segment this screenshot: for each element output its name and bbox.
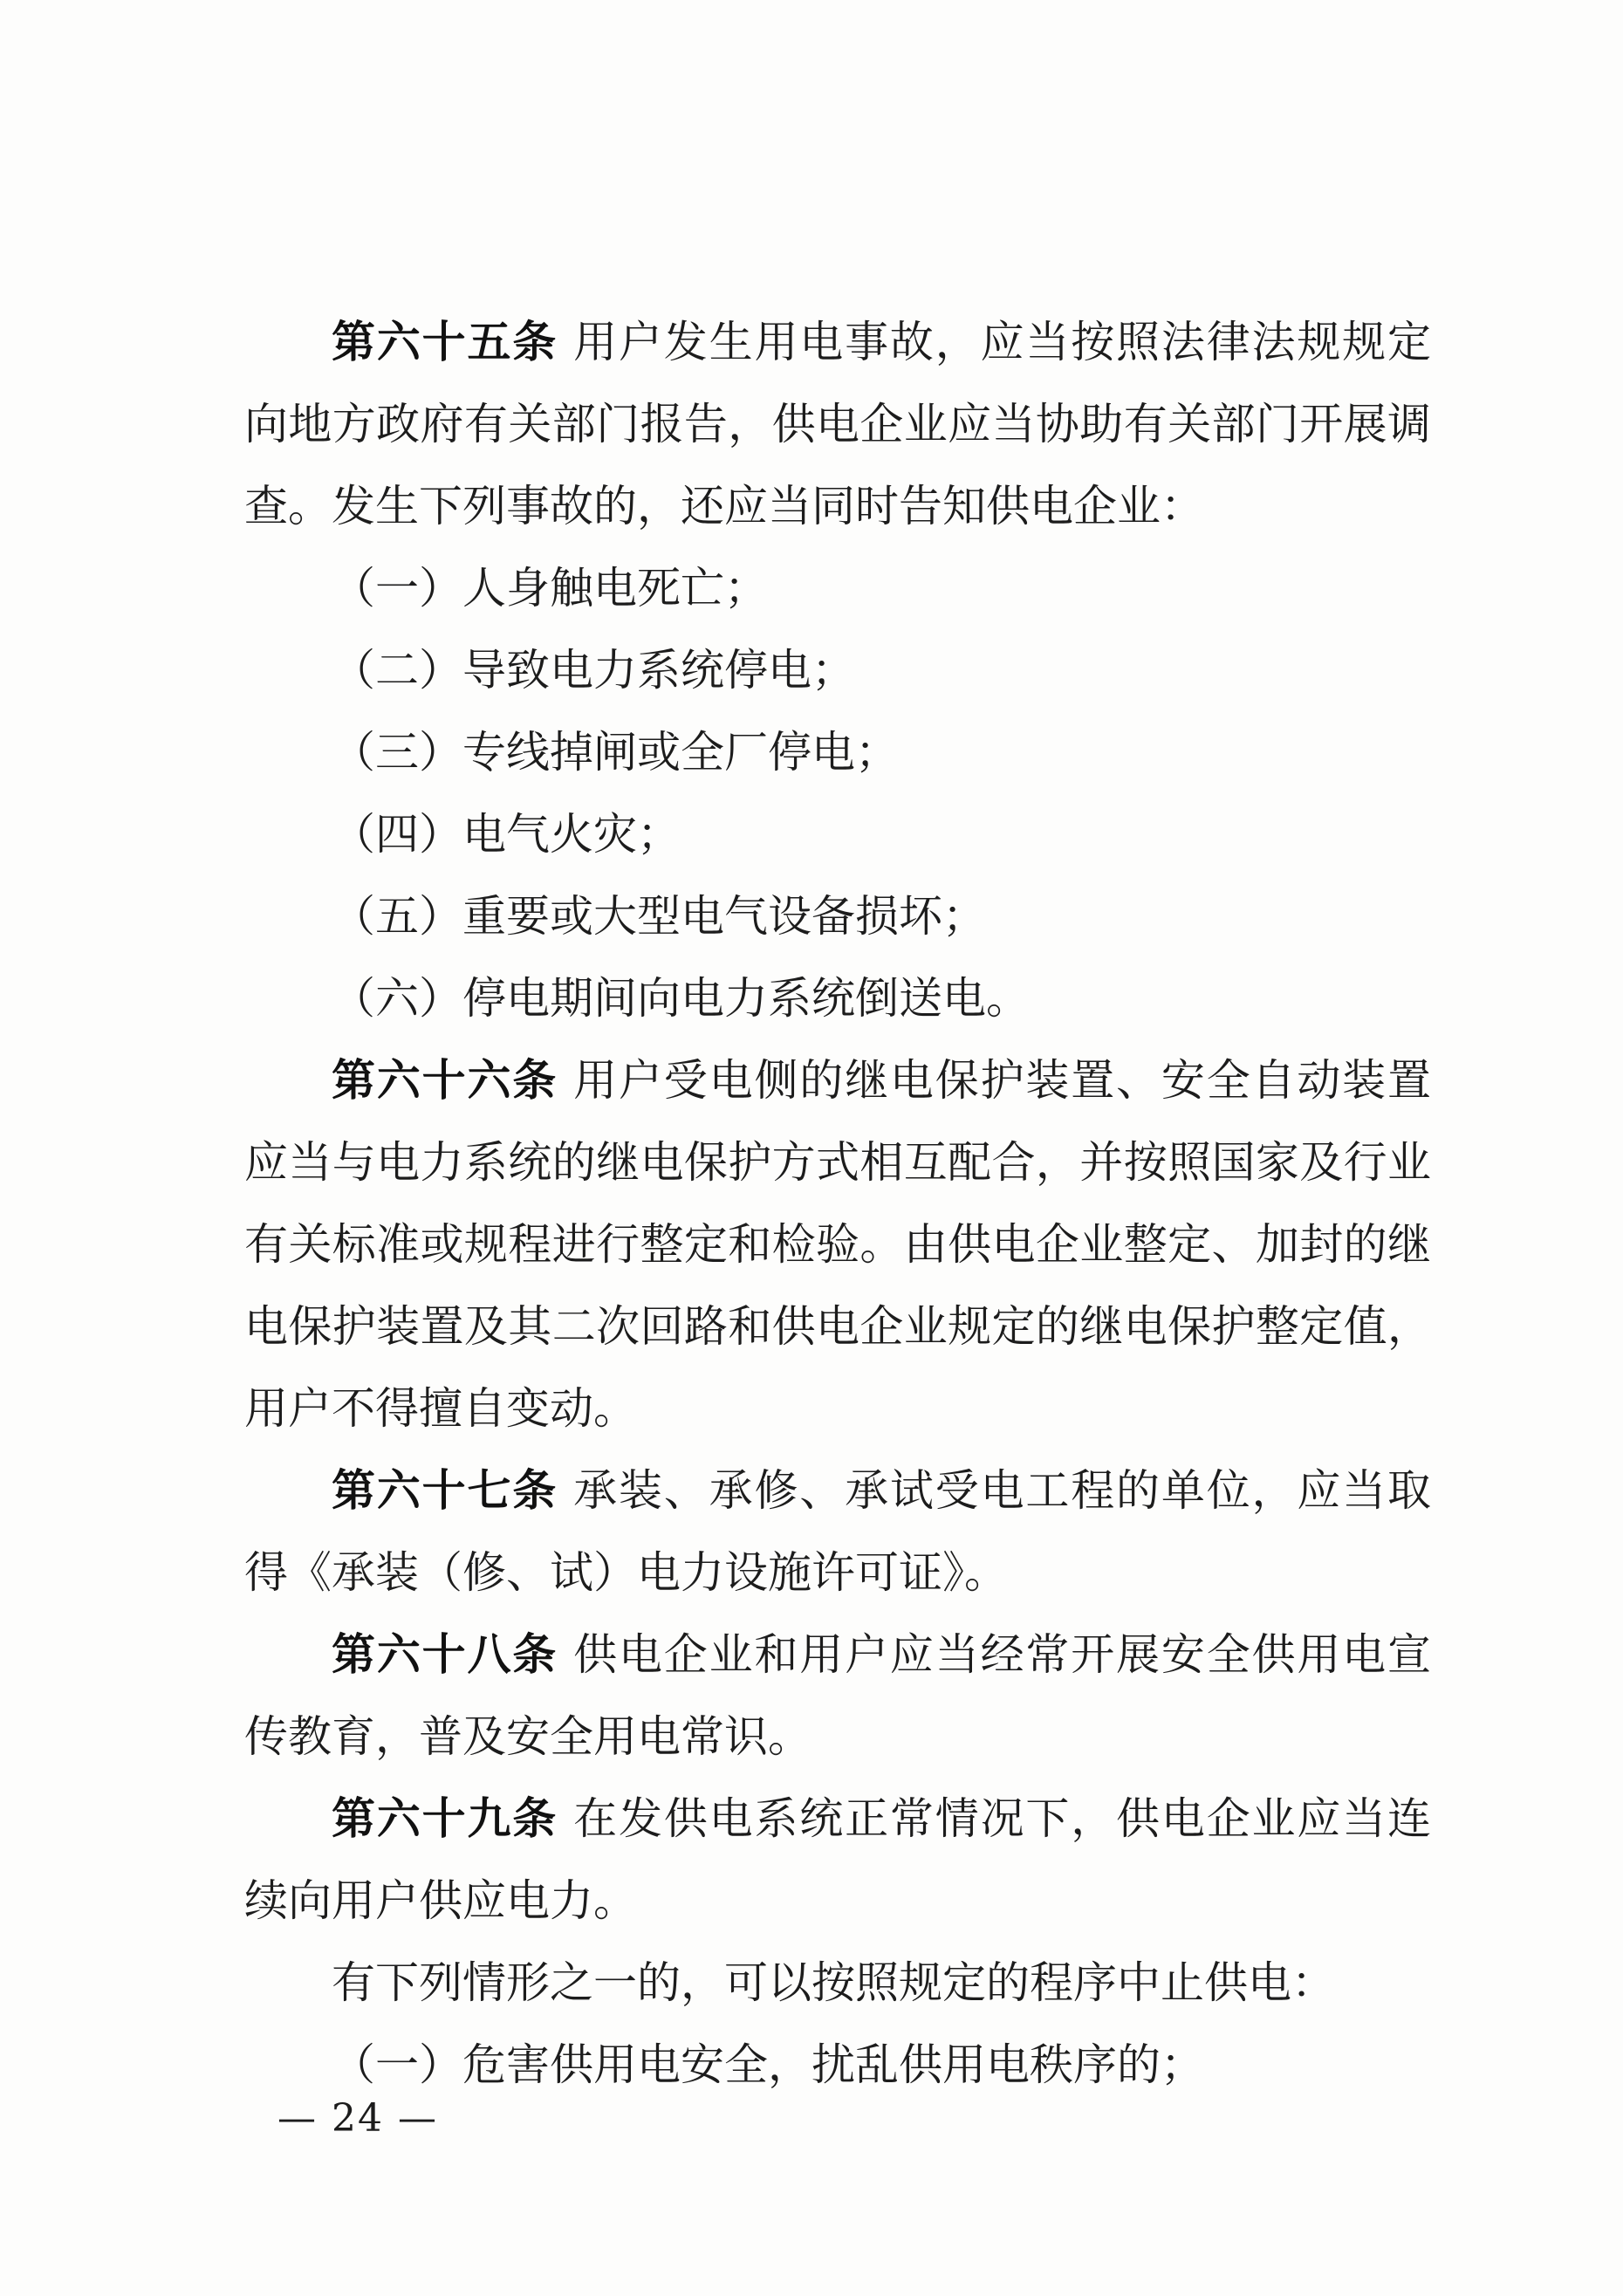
article-68-title: 第六十八条 (332, 1629, 558, 1680)
article-65-text: 用户发生用电事故，应当按照法律法规规定向地方政府有关部门报告，供电企业应当协助有关部门开展调查。发生下列事故的，还应当同时告知供电企业： (244, 317, 1432, 531)
article-69-text: 在发供电系统正常情况下，供电企业应当连续向用户供应电力。 (244, 1793, 1432, 1926)
article-66-title: 第六十六条 (332, 1055, 558, 1106)
article-67-title: 第六十七条 (332, 1465, 558, 1516)
article-69-title: 第六十九条 (332, 1793, 558, 1844)
article-68-text: 供电企业和用户应当经常开展安全供用电宣传教育，普及安全用电常识。 (244, 1629, 1432, 1762)
article-65-item-4: （四）电气火灾； (332, 809, 681, 860)
article-65-item-3: （三）专线掉闸或全厂停电； (332, 727, 899, 778)
article-65-item-6: （六）停电期间向电力系统倒送电。 (332, 973, 1030, 1024)
article-66-text: 用户受电侧的继电保护装置、安全自动装置应当与电力系统的继电保护方式相互配合，并按照国家及行业有关标准或规程进行整定和检验。由供电企业整定、加封的继电保护装置及其二次回路和供电企业规定的继电保护整定值，用户不得擅自变动。 (244, 1055, 1432, 1434)
article-69 (244, 1778, 1431, 1942)
article-67-text: 承装、承修、承试受电工程的单位，应当取得《承装（修、试）电力设施许可证》。 (244, 1465, 1432, 1598)
article-65-item-1: （一）人身触电死亡； (332, 563, 768, 613)
article-65 (244, 301, 1431, 547)
article-68 (244, 1614, 1431, 1778)
article-69-followup: 有下列情形之一的，可以按照规定的程序中止供电： (332, 1957, 1335, 2008)
article-65-title: 第六十五条 (332, 317, 558, 367)
article-67 (244, 1450, 1431, 1614)
document-body (244, 301, 1431, 2106)
article-65-item-5: （五）重要或大型电气设备损坏； (332, 891, 986, 942)
article-69-item-1: （一）危害供用电安全，扰乱供用电秩序的； (332, 2039, 1204, 2090)
page-number: — 24 — (277, 2096, 438, 2141)
article-65-item-2: （二）导致电力系统停电； (332, 645, 855, 696)
article-66 (244, 1039, 1431, 1450)
